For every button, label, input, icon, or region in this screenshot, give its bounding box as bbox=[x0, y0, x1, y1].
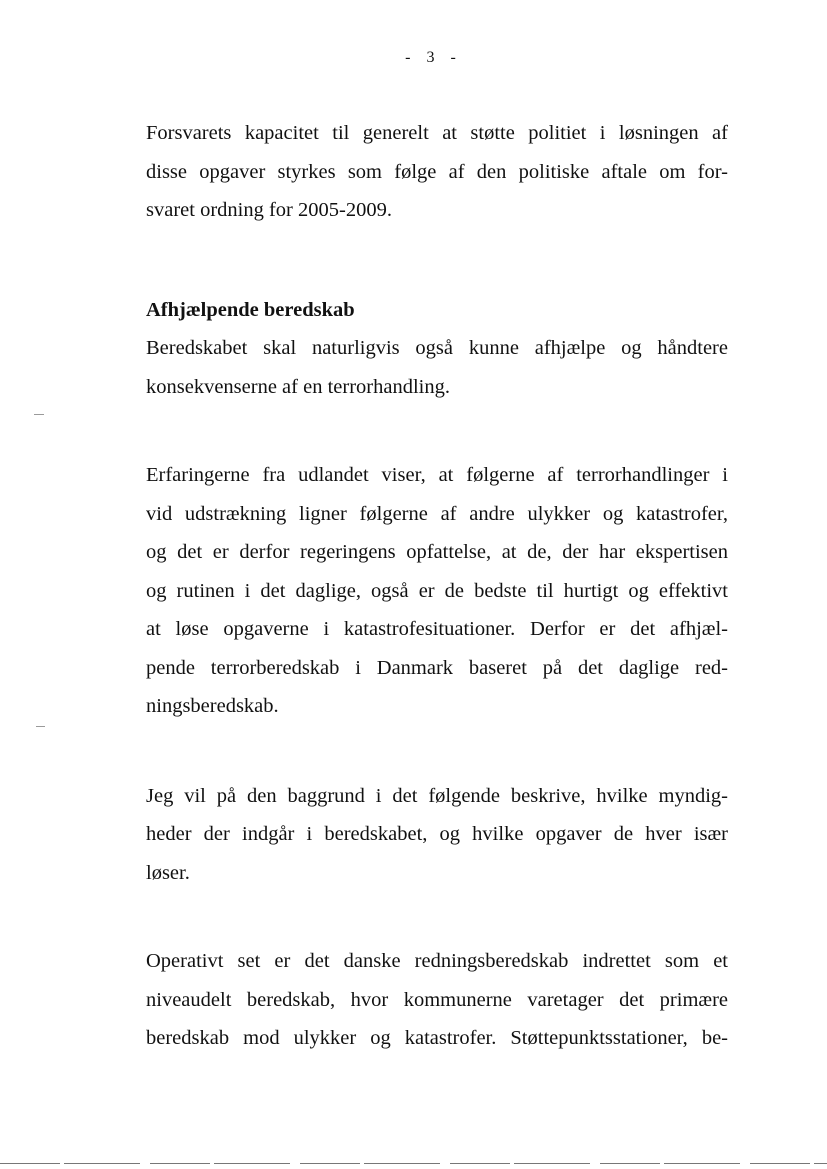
text-line: disse opgaver styrkes som følge af den politiske aftale om for- bbox=[146, 160, 728, 183]
text-line: heder der indgår i beredskabet, og hvilke opgaver de hver især bbox=[146, 823, 728, 845]
paragraph-erfaringer bbox=[146, 456, 728, 726]
text-line: vid udstrækning ligner følgerne af andre ulykker og katastrofer, bbox=[146, 502, 728, 525]
text-line: Beredskabet skal naturligvis også kunne afhjælpe og håndtere bbox=[146, 337, 728, 359]
text-line: ningsberedskab. bbox=[146, 695, 279, 717]
text-line: svaret ordning for 2005-2009. bbox=[146, 199, 392, 221]
paragraph-forsvar bbox=[146, 114, 728, 230]
paragraph-section-intro bbox=[146, 329, 728, 406]
document-body bbox=[146, 114, 728, 1058]
scan-mark bbox=[36, 726, 45, 727]
scan-edge-line bbox=[0, 1163, 827, 1164]
text-line: niveaudelt beredskab, hvor kommunerne varetager det primære bbox=[146, 988, 728, 1011]
text-line: Forsvarets kapacitet til generelt at støtte politiet i løsningen af bbox=[146, 122, 728, 144]
text-line: Operativt set er det danske redningsberedskab indrettet som et bbox=[146, 950, 728, 972]
section-heading: Afhjælpende beredskab bbox=[146, 298, 355, 321]
text-line: Jeg vil på den baggrund i det følgende beskrive, hvilke myndig- bbox=[146, 784, 728, 807]
text-line: at løse opgaverne i katastrofesituationer. Derfor er det afhjæl- bbox=[146, 618, 728, 640]
text-line: konsekvenserne af en terrorhandling. bbox=[146, 375, 450, 398]
text-line: pende terrorberedskab i Danmark baseret på det daglige red- bbox=[146, 656, 728, 679]
paragraph-myndigheder bbox=[146, 777, 728, 893]
text-line: Erfaringerne fra udlandet viser, at følgerne af terrorhandlinger i bbox=[146, 464, 728, 486]
text-line: og rutinen i det daglige, også er de bedste til hurtigt og effektivt bbox=[146, 579, 728, 602]
text-line: og det er derfor regeringens opfattelse, at de, der har ekspertisen bbox=[146, 541, 728, 563]
paragraph-operativt bbox=[146, 942, 728, 1058]
page-number: - 3 - bbox=[405, 49, 462, 66]
text-line: løser. bbox=[146, 861, 190, 884]
scan-mark bbox=[34, 414, 44, 415]
text-line: beredskab mod ulykker og katastrofer. Støttepunktsstationer, be- bbox=[146, 1027, 728, 1049]
